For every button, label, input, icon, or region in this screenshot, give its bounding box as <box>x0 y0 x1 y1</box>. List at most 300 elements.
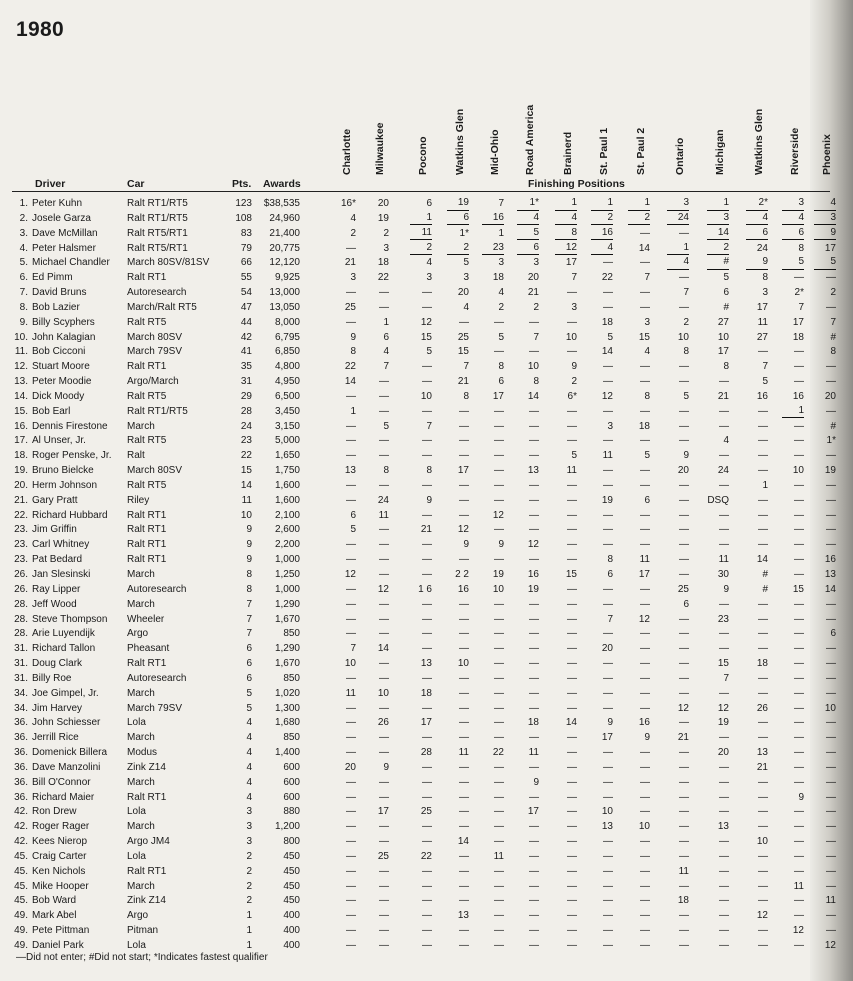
position-cell: — <box>826 361 836 373</box>
position-cell: — <box>567 509 577 521</box>
rank-cell: 17. <box>14 435 28 447</box>
position-cell: — <box>603 301 613 313</box>
points-cell: 3 <box>246 806 252 818</box>
position-cell: — <box>640 865 650 877</box>
position-cell: — <box>826 672 836 684</box>
table-row <box>0 715 853 730</box>
position-cell: — <box>719 776 729 788</box>
position-cell: — <box>379 895 389 907</box>
position-cell: — <box>794 569 804 580</box>
awards-cell: 6,795 <box>274 331 300 343</box>
position-cell: 7 <box>498 198 504 209</box>
position-cell: — <box>422 940 432 951</box>
car-cell: Ralt RT1 <box>127 524 167 536</box>
position-cell: 25 <box>677 583 689 595</box>
position-cell: 9 <box>683 450 689 462</box>
position-cell: — <box>494 865 504 877</box>
rank-cell: 2. <box>19 212 28 224</box>
position-cell: 4 <box>426 257 432 269</box>
position-cell: — <box>529 672 539 684</box>
car-cell: Autoresearch <box>127 287 187 299</box>
position-cell: 5 <box>517 226 539 241</box>
position-cell: 1 <box>782 404 804 419</box>
position-cell: — <box>640 672 650 684</box>
position-cell: — <box>529 524 539 536</box>
position-cell: 3 <box>762 287 768 299</box>
position-cell: — <box>640 435 650 447</box>
position-cell: — <box>679 806 689 818</box>
rank-cell: 42. <box>14 806 28 818</box>
points-cell: 108 <box>235 212 252 224</box>
position-cell: — <box>640 628 650 640</box>
position-cell: 16 <box>638 717 650 729</box>
points-cell: 2 <box>246 850 252 862</box>
position-cell: 8 <box>644 390 650 402</box>
position-cell: — <box>794 598 804 610</box>
position-cell: 17 <box>492 390 504 402</box>
driver-cell: Richard Hubbard <box>32 509 108 521</box>
position-cell: 9 <box>798 791 804 803</box>
position-cell: — <box>494 628 504 640</box>
awards-cell: 8,000 <box>274 316 300 328</box>
rank-cell: 34. <box>14 702 28 714</box>
position-cell: 8 <box>426 465 432 477</box>
position-cell: 10 <box>677 331 689 343</box>
rank-cell: 36. <box>14 717 28 729</box>
position-cell: 10 <box>457 658 469 670</box>
position-cell: — <box>640 702 650 714</box>
driver-cell: Domenick Billera <box>32 747 108 759</box>
position-cell: 16 <box>756 390 768 402</box>
position-cell: 10 <box>377 687 389 699</box>
position-cell: 4 <box>591 241 613 256</box>
position-cell: — <box>494 554 504 566</box>
position-cell: 23 <box>717 613 729 625</box>
position-cell: — <box>346 791 356 803</box>
position-cell: — <box>758 450 768 462</box>
position-cell: 9 <box>607 717 613 729</box>
position-cell: — <box>379 747 389 759</box>
position-cell: 3 <box>571 301 577 313</box>
position-cell: 5 <box>644 450 650 462</box>
position-cell: 8 <box>798 242 804 254</box>
position-cell: — <box>794 643 804 655</box>
driver-cell: Doug Clark <box>32 658 83 670</box>
position-cell: — <box>422 539 432 551</box>
position-cell: 16 <box>824 554 836 566</box>
position-cell: — <box>603 435 613 447</box>
awards-cell: 13,050 <box>269 301 300 313</box>
table-row <box>0 612 853 627</box>
position-cell: 10 <box>420 390 432 402</box>
position-cell: — <box>826 509 836 521</box>
position-cell: 11 <box>566 465 577 477</box>
position-cell: — <box>529 420 539 432</box>
points-cell: 2 <box>246 880 252 892</box>
position-cell: — <box>422 628 432 640</box>
position-cell: — <box>567 613 577 625</box>
rank-cell: 5. <box>19 257 28 269</box>
position-cell: — <box>529 643 539 655</box>
position-cell: — <box>567 910 577 922</box>
position-cell: — <box>794 509 804 521</box>
position-cell: 16 <box>792 390 804 402</box>
rank-cell: 36. <box>14 732 28 744</box>
position-cell: 6 <box>782 226 804 241</box>
points-cell: 23 <box>240 435 252 447</box>
awards-cell: 1,000 <box>274 554 300 566</box>
position-cell: 16 <box>527 569 539 580</box>
points-cell: 7 <box>246 613 252 625</box>
position-cell: — <box>794 806 804 818</box>
position-cell: — <box>379 702 389 714</box>
position-cell: — <box>529 346 539 358</box>
awards-cell: 6,850 <box>274 346 300 358</box>
position-cell: — <box>826 925 836 937</box>
awards-cell: 1,670 <box>274 658 300 670</box>
position-cell: — <box>379 672 389 684</box>
position-cell: — <box>567 925 577 937</box>
position-cell: 1 <box>628 196 650 211</box>
position-cell: 14 <box>565 717 577 729</box>
position-cell: — <box>758 494 768 506</box>
position-cell: 15 <box>457 346 469 358</box>
position-cell: — <box>422 761 432 773</box>
position-cell: — <box>529 791 539 803</box>
position-cell: 6 <box>607 569 613 580</box>
position-cell: — <box>379 598 389 610</box>
rank-cell: 7. <box>19 287 28 299</box>
driver-cell: Dave Manzolini <box>32 761 101 773</box>
position-cell: — <box>529 925 539 937</box>
position-cell: — <box>459 494 469 506</box>
position-cell: — <box>679 494 689 506</box>
position-cell: 13 <box>824 569 836 580</box>
awards-cell: 600 <box>283 791 300 803</box>
rank-cell: 28. <box>14 628 28 640</box>
position-cell: — <box>379 554 389 566</box>
position-cell: 5 <box>814 255 836 270</box>
position-cell: — <box>679 301 689 313</box>
position-cell: 8 <box>463 390 469 402</box>
points-cell: 3 <box>246 821 252 833</box>
position-cell: — <box>346 390 356 402</box>
position-cell: 25 <box>457 331 469 343</box>
position-cell: 3 <box>383 242 389 254</box>
position-cell: 9 <box>350 331 356 343</box>
position-cell: — <box>459 420 469 432</box>
table-row <box>0 552 853 567</box>
position-cell: — <box>529 628 539 640</box>
table-row <box>0 344 853 359</box>
position-cell: — <box>379 776 389 788</box>
position-cell: 4 <box>723 435 729 447</box>
track-header: Road America <box>524 104 536 175</box>
position-cell: — <box>529 895 539 907</box>
position-cell: — <box>640 776 650 788</box>
position-cell: — <box>459 479 469 491</box>
driver-cell: Ken Nichols <box>32 865 86 877</box>
position-cell: 9 <box>426 494 432 506</box>
position-cell: — <box>640 598 650 610</box>
table-row <box>0 701 853 716</box>
position-cell: — <box>603 287 613 299</box>
position-cell: — <box>422 301 432 313</box>
table-row <box>0 522 853 537</box>
rank-cell: 19. <box>14 465 28 477</box>
position-cell: — <box>794 613 804 625</box>
position-cell: 5 <box>683 390 689 402</box>
track-header: Mid-Ohio <box>489 129 501 175</box>
car-cell: Zink Z14 <box>127 761 166 773</box>
position-cell: 7 <box>426 420 432 432</box>
position-cell: — <box>459 761 469 773</box>
position-cell: — <box>379 865 389 877</box>
position-cell: 10 <box>527 361 539 373</box>
points-cell: 47 <box>240 301 252 313</box>
car-cell: Lola <box>127 850 146 862</box>
position-cell: — <box>826 747 836 759</box>
position-cell: 14 <box>457 836 469 848</box>
position-cell: — <box>529 405 539 417</box>
awards-cell: 1,200 <box>274 821 300 833</box>
position-cell: — <box>603 658 613 670</box>
table-row <box>0 849 853 864</box>
track-header: Watkins Glen <box>454 108 466 175</box>
position-cell: — <box>603 702 613 714</box>
position-cell: — <box>459 450 469 462</box>
position-cell: — <box>379 390 389 402</box>
position-cell: — <box>826 494 836 506</box>
position-cell: 3 <box>350 272 356 284</box>
position-cell: — <box>640 791 650 803</box>
driver-cell: Bob Cicconi <box>32 346 86 358</box>
position-cell: — <box>758 643 768 655</box>
position-cell: — <box>794 702 804 714</box>
position-cell: — <box>529 658 539 670</box>
position-cell: 7 <box>383 361 389 373</box>
position-cell: — <box>422 776 432 788</box>
position-cell: 2 <box>683 316 689 328</box>
position-cell: — <box>640 361 650 373</box>
driver-cell: Billy Roe <box>32 672 72 684</box>
position-cell: — <box>826 761 836 773</box>
driver-cell: Carl Whitney <box>32 539 90 551</box>
position-cell: 17 <box>457 465 469 477</box>
position-cell: — <box>494 702 504 714</box>
position-cell: — <box>567 895 577 907</box>
table-row <box>0 211 853 226</box>
position-cell: — <box>567 539 577 551</box>
position-cell: — <box>567 702 577 714</box>
rank-cell: 13. <box>14 376 28 388</box>
position-cell: — <box>719 836 729 848</box>
table-row <box>0 433 853 448</box>
position-cell: — <box>719 940 729 951</box>
table-row <box>0 641 853 656</box>
position-cell: 12 <box>492 509 504 521</box>
awards-cell: 400 <box>283 925 300 937</box>
track-header: St. Paul 2 <box>635 127 647 175</box>
position-cell: — <box>529 850 539 862</box>
position-cell: — <box>640 658 650 670</box>
position-cell: — <box>494 658 504 670</box>
position-cell: — <box>679 747 689 759</box>
points-cell: 44 <box>240 316 252 328</box>
position-cell: — <box>719 761 729 773</box>
position-cell: — <box>758 524 768 536</box>
points-cell: 4 <box>246 747 252 759</box>
awards-cell: 1,000 <box>274 583 300 595</box>
position-cell: 5 <box>498 331 504 343</box>
position-cell: — <box>379 376 389 388</box>
position-cell: 20 <box>527 272 539 284</box>
position-cell: 11 <box>528 747 539 759</box>
awards-cell: 450 <box>283 880 300 892</box>
position-cell: — <box>794 658 804 670</box>
position-cell: 1 <box>383 316 389 328</box>
position-cell: — <box>679 821 689 833</box>
position-cell: 10 <box>492 583 504 595</box>
points-cell: 6 <box>246 643 252 655</box>
position-cell: — <box>603 940 613 951</box>
points-header: Pts. <box>232 178 252 190</box>
rank-cell: 4. <box>19 242 28 254</box>
position-cell: — <box>794 628 804 640</box>
position-cell: — <box>826 880 836 892</box>
position-cell: 14 <box>638 242 650 254</box>
points-cell: 1 <box>246 925 252 937</box>
driver-cell: Steve Thompson <box>32 613 108 625</box>
position-cell: 10 <box>638 821 650 833</box>
table-row <box>0 270 853 285</box>
position-cell: 12 <box>377 583 389 595</box>
position-cell: 4 <box>782 211 804 226</box>
rank-cell: 18. <box>14 450 28 462</box>
track-header: Pocono <box>417 136 429 175</box>
position-cell: — <box>826 643 836 655</box>
table-row <box>0 864 853 879</box>
awards-cell: 20,775 <box>269 242 300 254</box>
position-cell: — <box>640 524 650 536</box>
position-cell: — <box>794 836 804 848</box>
driver-cell: Kees Nierop <box>32 836 88 848</box>
position-cell: — <box>794 865 804 877</box>
position-cell: 15 <box>717 658 729 670</box>
position-cell: — <box>719 376 729 388</box>
position-cell: — <box>379 658 389 670</box>
position-cell: — <box>567 776 577 788</box>
driver-cell: Mark Abel <box>32 910 77 922</box>
rank-cell: 14. <box>14 390 28 402</box>
position-cell: 14 <box>601 346 613 358</box>
position-cell: 1* <box>826 435 836 447</box>
rank-cell: 31. <box>14 643 28 655</box>
points-cell: 42 <box>240 331 252 343</box>
position-cell: 3 <box>782 196 804 211</box>
position-cell: — <box>567 583 577 595</box>
position-cell: 16 <box>482 211 504 226</box>
position-cell: 27 <box>756 331 768 343</box>
position-cell: 12 <box>555 241 577 256</box>
awards-cell: 1,750 <box>274 465 300 477</box>
position-cell: 22 <box>377 272 389 284</box>
points-cell: 9 <box>246 554 252 566</box>
position-cell: 4 <box>814 196 836 211</box>
position-cell: 3 <box>463 272 469 284</box>
position-cell: — <box>529 509 539 521</box>
position-cell: 9 <box>746 255 768 270</box>
position-cell: 21 <box>420 524 432 536</box>
position-cell: 25 <box>377 850 389 862</box>
position-cell: — <box>379 450 389 462</box>
position-cell: 8 <box>383 465 389 477</box>
position-cell: — <box>567 940 577 951</box>
position-cell: — <box>379 910 389 922</box>
position-cell: 18 <box>527 717 539 729</box>
position-cell: 11 <box>602 450 613 462</box>
table-row <box>0 790 853 805</box>
car-cell: Argo/March <box>127 376 179 388</box>
car-cell: Riley <box>127 494 150 506</box>
car-cell: Ralt RT5 <box>127 316 167 328</box>
car-cell: Lola <box>127 717 146 729</box>
points-cell: 8 <box>246 569 252 580</box>
position-cell: 22 <box>420 850 432 862</box>
position-cell: 26 <box>756 702 768 714</box>
position-cell: — <box>422 509 432 521</box>
position-cell: 9 <box>723 583 729 595</box>
awards-cell: 1,600 <box>274 479 300 491</box>
position-cell: 17 <box>601 732 613 744</box>
points-cell: 2 <box>246 865 252 877</box>
position-cell: 8 <box>723 361 729 373</box>
driver-cell: Michael Chandler <box>32 257 110 269</box>
driver-cell: Jan Slesinski <box>32 569 91 580</box>
position-cell: — <box>758 672 768 684</box>
awards-cell: 600 <box>283 776 300 788</box>
position-cell: — <box>346 865 356 877</box>
position-cell: — <box>679 227 689 239</box>
table-row <box>0 300 853 315</box>
position-cell: — <box>494 643 504 655</box>
driver-cell: John Kalagian <box>32 331 96 343</box>
position-cell: — <box>529 613 539 625</box>
position-cell: — <box>494 776 504 788</box>
position-cell: 12 <box>457 524 469 536</box>
position-cell: — <box>494 880 504 892</box>
position-cell: 11 <box>678 865 689 877</box>
position-cell: 18 <box>601 316 613 328</box>
position-cell: — <box>567 598 577 610</box>
position-cell: 2 <box>498 301 504 313</box>
position-cell: 4 <box>644 346 650 358</box>
track-header: Phoenix <box>821 134 833 175</box>
car-cell: March 80SV/81SV <box>127 257 210 269</box>
position-cell: 2 <box>410 241 432 256</box>
driver-cell: Roger Penske, Jr. <box>32 450 112 462</box>
car-cell: Lola <box>127 940 146 951</box>
rank-cell: 1. <box>19 198 28 209</box>
position-cell: — <box>603 895 613 907</box>
position-cell: — <box>603 405 613 417</box>
position-cell: DSQ <box>707 494 729 506</box>
position-cell: — <box>826 613 836 625</box>
position-cell: — <box>346 242 356 254</box>
awards-cell: 400 <box>283 910 300 922</box>
driver-cell: Gary Pratt <box>32 494 78 506</box>
position-cell: 17 <box>565 257 577 269</box>
